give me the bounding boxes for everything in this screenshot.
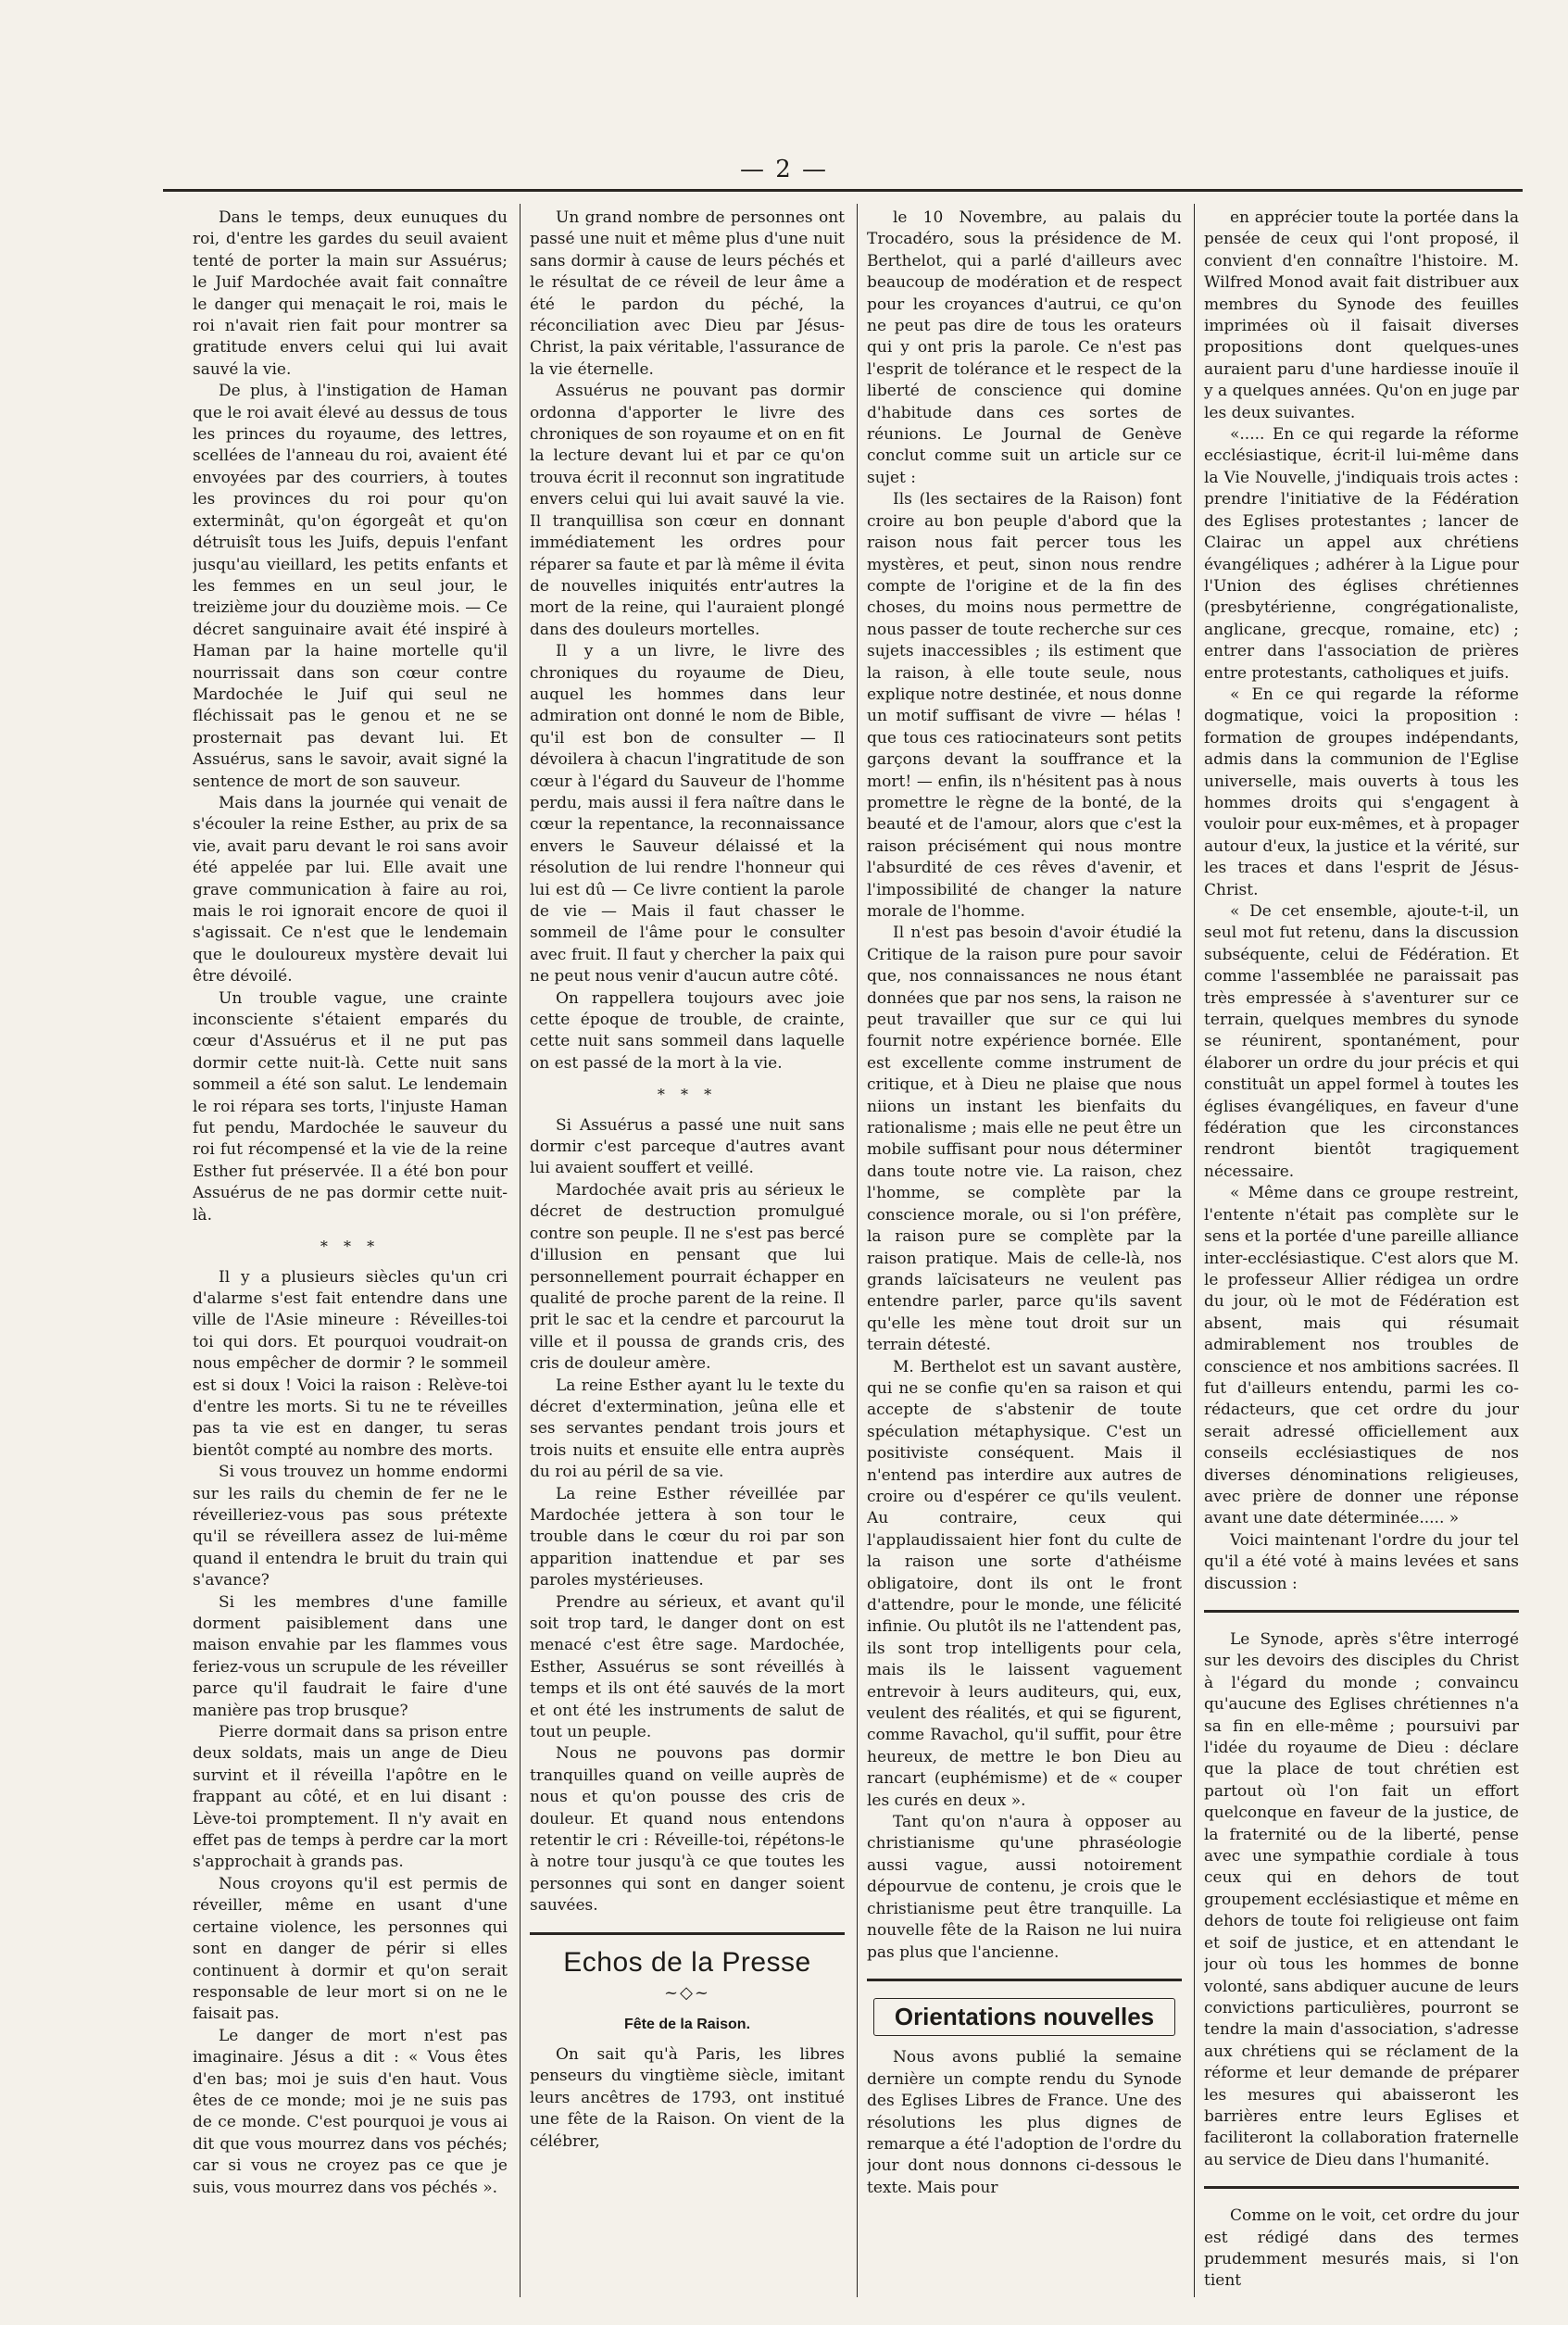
- section-rule: [1204, 2186, 1519, 2189]
- paragraph: Nous croyons qu'il est permis de réveiller, même en usant d'une certaine violence, les personnes qui sont en danger de périr si elles continuent à dormir et qu'on serait responsable de leur mort si on ne le faisait pas.: [193, 1874, 508, 2024]
- paragraph: en apprécier toute la portée dans la pensée de ceux qui l'ont proposé, il convient d'en connaître l'histoire. M. Wilfred Monod avait fait distribuer aux membres du Synode des feuilles imprimées où il faisait diverses propositions dont quelques-unes auraient paru d'une hardiesse inouïe il y a quelques années. Qu'on en juge par les deux suivantes.: [1204, 208, 1519, 422]
- paragraph: « De cet ensemble, ajoute-t-il, un seul mot fut retenu, dans la discussion subséquente, celui de Fédération. Et comme l'assemblée ne paraissait pas très empressée à s'aventurer sur ce terrain, quelques membres du synode se réunirent, spontanément, pour élaborer un ordre du jour précis et qui constituât un appel formel à toutes les églises évangéliques, en faveur d'une fédération que les circonstances rendront bientôt tragiquement nécessaire.: [1204, 902, 1519, 1181]
- paragraph: Prendre au sérieux, et avant qu'il soit trop tard, le danger dont on est menacé c'est être sage. Mardochée, Esther, Assuérus se sont réveillés à temps et ils ont été sauvés de la mort et ont été les instruments de salut de tout un peuple.: [530, 1592, 845, 1742]
- section-asterism: * * *: [320, 1238, 381, 1256]
- column-1: [193, 207, 508, 2310]
- paragraph: Un grand nombre de personnes ont passé une nuit et même plus d'une nuit sans dormir à cause de leurs péchés et le résultat de ce réveil de leur âme a été le pardon du péché, la réconciliation avec Dieu par Jésus-Christ, la paix véritable, l'assurance de la vie éternelle.: [530, 208, 845, 379]
- paragraph: Nous ne pouvons pas dormir tranquilles quand on veille auprès de nous et qu'on pousse des cris de douleur. Et quand nous entendons retentir le cri : Réveille-toi, répétons-le à notre tour jusqu'à ce que toutes les personnes qui sont en danger soient sauvées.: [530, 1744, 845, 1916]
- paragraph: Le danger de mort n'est pas imaginaire. Jésus a dit : « Vous êtes d'en bas; moi je suis d'en haut. Vous êtes de ce monde; moi je ne suis pas de ce monde. C'est pourquoi je vous ai dit que vous mourrez dans vos péchés; car si vous ne croyez pas ce que je suis, vous mourrez dans vos péchés ».: [193, 2026, 508, 2197]
- resolution-text: Le Synode, après s'être interrogé sur les devoirs des disciples du Christ à l'égard du monde ; convaincu qu'aucune des Eglises chrétiennes n'a sa fin en elle-même ; poursuivi par l'idée du royaume de Dieu : déclare que la place de tout chrétien est partout où l'on fait un effort quelconque en faveur de la justice, de la fraternité ou de la liberté, pense avec une sympathie cordiale à tous ceux qui en dehors de tout groupement ecclésiastique et même en dehors de toute foi religieuse ont faim et soif de justice, et en attendant le jour où tous les hommes de bonne volonté, sans abdiquer aucune de leurs convictions particulières, pourront se tendre la main d'association, s'adresse aux chrétiens qui se réclament de la réforme et leur demande de préparer les mesures qui abaisseront les barrières entre leurs Eglises et faciliteront la collaboration fraternelle au service de Dieu dans l'humanité.: [1204, 1630, 1519, 2169]
- ornament-icon: ~◇~: [663, 1983, 710, 2004]
- paragraph: On rappellera toujours avec joie cette époque de trouble, de crainte, cette nuit sans sommeil dans laquelle on est passé de la mort à la vie.: [530, 988, 845, 1073]
- paragraph: Si les membres d'une famille dorment paisiblement dans une maison envahie par les flammes vous feriez-vous un scrupule de les réveiller parce qu'il faudrait le faire d'une manière pas trop brusque?: [193, 1592, 508, 1720]
- header-rule: [163, 189, 1523, 192]
- section-title: [867, 1998, 1182, 2036]
- section-rule: [867, 1979, 1182, 1981]
- paragraph: Tant qu'on n'aura à opposer au christianisme qu'une phraséologie aussi vague, aussi notoirement dépourvue de contenu, je crois que le christianisme peut être tranquille. La nouvelle fête de la Raison ne lui nuira pas plus que l'ancienne.: [867, 1813, 1182, 1962]
- paragraph: Comme on le voit, cet ordre du jour est rédigé dans des termes prudemment mesurés mais, si l'on tient: [1204, 2206, 1519, 2291]
- paragraph: La reine Esther ayant lu le texte du décret d'extermination, jeûna elle et ses servantes pendant trois jours et trois nuits et ensuite elle entra auprès du roi au péril de sa vie.: [530, 1376, 845, 1482]
- paragraph: Assuérus ne pouvant pas dormir ordonna d'apporter le livre des chroniques de son royaume et on en fit la lecture devant lui et par ce qu'on trouva écrit il reconnut son ingratitude envers celui qui lui avait sauvé la vie. Il tranquillisa son cœur en donnant immédiatement les ordres pour réparer sa faute et par là même il évita de nouvelles iniquités entr'autres la mort de la reine, qui l'auraient plongé dans des douleurs mortelles.: [530, 382, 845, 639]
- section-title: Echos de la Presse: [563, 1946, 811, 1978]
- column-3: [867, 207, 1182, 2310]
- paragraph: Mais dans la journée qui venait de s'écouler la reine Esther, au prix de sa vie, avait paru devant le roi sans avoir été appelée par lui. Elle avait une grave communication à faire au roi, mais le roi ignorait encore de quoi il s'agissait. Ce n'est que le lendemain que le douloureux mystère devait lui être dévoilé.: [193, 793, 508, 987]
- paragraph: La reine Esther réveillée par Mardochée jettera à son tour le trouble dans le cœur du roi par son apparition inattendue et par ses paroles mystérieuses.: [530, 1484, 845, 1590]
- section-subtitle: Fête de la Raison.: [623, 2016, 751, 2032]
- paragraph: Pierre dormait dans sa prison entre deux soldats, mais un ange de Dieu survint et il réveilla l'apôtre en le frappant au côté, et en lui disant : Lève-toi promptement. Il n'y avait en effet pas de temps à perdre car la mort s'approchait à grands pas.: [193, 1723, 508, 1872]
- paragraph: M. Berthelot est un savant austère, qui ne se confie qu'en sa raison et qui accepte de s'abstenir de toute spéculation métaphysique. C'est un positiviste conséquent. Mais il n'entend pas interdire aux autres de croire ou d'espérer ce qu'ils veulent. Au contraire, ceux qui l'applaudissaient hier font du culte de la raison une sorte d'athéisme obligatoire, dont ils ont le front d'attendre, pour le monde, une félicité infinie. Ou plutôt ils ne l'attendent pas, ils sont trop intelligents pour cela, mais ils le laissent vaguement entrevoir à leurs auditeurs, qui, eux, veulent des réalités, et qui se figurent, comme Ravachol, qu'il suffit, pour être heureux, de mettre le bon Dieu au rancart (euphémisme) et de « couper les curés en deux ».: [867, 1357, 1182, 1810]
- section-rule: [530, 1932, 845, 1935]
- section-asterism: * * *: [657, 1086, 718, 1104]
- paragraph: le 10 Novembre, au palais du Trocadéro, sous la présidence de M. Berthelot, qui a parlé d'ailleurs avec beaucoup de modération et de respect pour les croyances d'autrui, ce qu'on ne peut pas dire de tous les orateurs qui y ont pris la parole. Ce n'est pas l'esprit de tolérance et le respect de la liberté de conscience qui domine d'habitude dans ces sortes de réunions. Le Journal de Genève conclut comme suit un article sur ce sujet :: [867, 208, 1182, 487]
- paragraph: Si vous trouvez un homme endormi sur les rails du chemin de fer ne le réveilleriez-vous pas sous prétexte qu'il se réveillera assez de lui-même quand il entendra le bruit du train qui s'avance?: [193, 1463, 508, 1590]
- paragraph: On sait qu'à Paris, les libres penseurs du vingtième siècle, imitant leurs ancêtres de 1793, ont institué une fête de la Raison. On vient de la célébrer,: [530, 2044, 845, 2151]
- page-number: — 2 —: [739, 156, 829, 183]
- paragraph: Mardochée avait pris au sérieux le décret de destruction promulgué contre son peuple. Il ne s'est pas bercé d'illusion en pensant que lui personnellement pourrait échapper en qualité de proche parent de la reine. Il prit le sac et la cendre et parcourut la ville et il poussa de grands cris, des cris de douleur amère.: [530, 1180, 845, 1374]
- paragraph: « Même dans ce groupe restreint, l'entente n'était pas complète sur le sens et la portée d'une pareille alliance inter-ecclésiastique. C'est alors que M. le professeur Allier rédigea un ordre du jour, où le mot de Fédération est absent, mais qui résumait admirablement nos troubles de conscience et nos ambitions sacrées. Il fut d'ailleurs entendu, parmi les co-rédacteurs, que cet ordre du jour serait adressé officiellement aux conseils ecclésiastiques de nos diverses dénominations religieuses, avec prière de donner une réponse avant une date déterminée..... »: [1204, 1184, 1519, 1528]
- paragraph: Ils (les sectaires de la Raison) font croire au bon peuple d'abord que la raison nous fait percer tous les mystères, et peut, sinon nous rendre compte de l'origine et de la fin des choses, du moins nous permettre de nous passer de toute recherche sur ces sujets inaccessibles ; ils estiment que la raison, à elle toute seule, nous explique notre destinée, et nous donne un motif suffisant de vivre — hélas ! que tous ces ratiocinateurs sont petits garçons devant la souffrance et la mort! — enfin, ils n'hésitent pas à nous promettre le règne de la bonté, de la beauté et de l'amour, alors que c'est la raison précisément qui nous montre l'absurdité de ces rêves d'avenir, et l'impossibilité de changer la nature morale de l'homme.: [867, 490, 1182, 921]
- paragraph: Il y a plusieurs siècles qu'un cri d'alarme s'est fait entendre dans une ville de l'Asie mineure : Réveilles-toi toi qui dors. Et pourquoi voudrait-on nous empêcher de dormir ? le sommeil est si doux ! Voici la raison : Relève-toi d'entre les morts. Si tu ne te réveilles pas ta vie est en danger, tu seras bientôt compté au nombre des morts.: [193, 1267, 508, 1460]
- paragraph: « En ce qui regarde la réforme dogmatique, voici la proposition : formation de groupes indépendants, admis dans la communion de l'Eglise universelle, mais ouverts à tous les hommes droits qui s'engagent à vouloir pour eux-mêmes, et à propager autour d'eux, la justice et la vérité, sur les traces et dans l'esprit de Jésus-Christ.: [1204, 685, 1519, 899]
- paragraph: «..... En ce qui regarde la réforme ecclésiastique, écrit-il lui-même dans la Vie Nouvelle, j'indiquais trois actes : prendre l'initiative de la Fédération des Eglises protestantes ; lancer de Clairac un appel aux chrétiens évangéliques ; adhérer à la Ligue pour l'Union des églises chrétiennes (presbytérienne, congrégationaliste, anglicane, grecque, romaine, etc) ; entrer dans l'association de prières entre protestants, catholiques et juifs.: [1204, 425, 1519, 683]
- section-title-text: Orientations nouvelles: [873, 1998, 1175, 2036]
- paragraph: Nous avons publié la semaine dernière un compte rendu du Synode des Eglises Libres de France. Une des résolutions les plus dignes de remarque a été l'adoption de l'ordre du jour dont nous donnons ci-dessous le texte. Mais pour: [867, 2048, 1182, 2197]
- paragraph: Un trouble vague, une crainte inconsciente s'étaient emparés du cœur d'Assuérus et il ne put pas dormir cette nuit-là. Cette nuit sans sommeil a été son salut. Le lendemain le roi répara ses torts, l'injuste Haman fut pendu, Mardochée le sauveur du roi fut récompensé et la vie de la reine Esther fut préservée. Il a été bon pour Assuérus de ne pas dormir cette nuit-là.: [193, 988, 508, 1225]
- paragraph: Il y a un livre, le livre des chroniques du royaume de Dieu, auquel les hommes dans leur admiration ont donné le nom de Bible, qu'il est bon de consulter — Il dévoilera à chacun l'ingratitude de son cœur à l'égard du Sauveur de l'homme perdu, mais aussi il fera naître dans le cœur la repentance, la reconnaissance envers le Sauveur délaissé et la résolution de lui rendre l'honneur qui lui est dû — Ce livre contient la parole de vie — Mais il faut chasser le sommeil de l'âme pour le consulter avec fruit. Il faut y chercher la paix qui ne peut nous venir d'aucun autre côté.: [530, 642, 845, 987]
- paragraph: Voici maintenant l'ordre du jour tel qu'il a été voté à mains levées et sans discussion :: [1204, 1530, 1519, 1593]
- paragraph: Dans le temps, deux eunuques du roi, d'entre les gardes du seuil avaient tenté de porter la main sur Assuérus; le Juif Mardochée avait fait connaître le danger qui menaçait le roi, mais le roi n'avait rien fait pour montrer sa gratitude envers celui qui lui avait sauvé la vie.: [193, 208, 508, 379]
- article-columns: [193, 207, 1519, 2310]
- section-rule: [1204, 1610, 1519, 1613]
- column-4: [1204, 207, 1519, 2310]
- paragraph: Il n'est pas besoin d'avoir étudié la Critique de la raison pure pour savoir que, nos connaissances ne nous étant données que par nos sens, la raison ne peut travailler que sur ce qui lui fournit notre expérience bornée. Elle est excellente comme instrument de critique, et à Dieu ne plaise que nous niions un instant les bienfaits du rationalisme ; mais elle ne peut être un mobile suffisant pour nous déterminer dans toute notre vie. La raison, chez l'homme, se complète par la conscience morale, ou si l'on préfère, la raison pure se complète par la raison pratique. Mais de celle-là, nos grands laïcisateurs ne veulent pas entendre parler, parce qu'ils savent qu'elle les mène tout droit sur un terrain détesté.: [867, 924, 1182, 1355]
- paragraph: Si Assuérus a passé une nuit sans dormir c'est parceque d'autres avant lui avaient souffert et veillé.: [530, 1115, 845, 1178]
- paragraph: De plus, à l'instigation de Haman que le roi avait élevé au dessus de tous les princes du royaume, des lettres, scellées de l'anneau du roi, avaient été envoyées par des courriers, à toutes les provinces du roi pour qu'on exterminât, qu'on égorgeât et qu'on détruisît tous les Juifs, depuis l'enfant jusqu'au vieillard, les petits enfants et les femmes en un seul jour, le treizième jour du douzième mois. — Ce décret sanguinaire avait été inspiré à Haman par la haine mortelle qu'il nourrissait dans son cœur contre Mardochée le Juif qui seul ne fléchissait pas le genou et ne se prosternait pas devant lui. Et Assuérus, sans le savoir, avait signé la sentence de mort de son sauveur.: [193, 382, 508, 791]
- column-2: [530, 207, 845, 2310]
